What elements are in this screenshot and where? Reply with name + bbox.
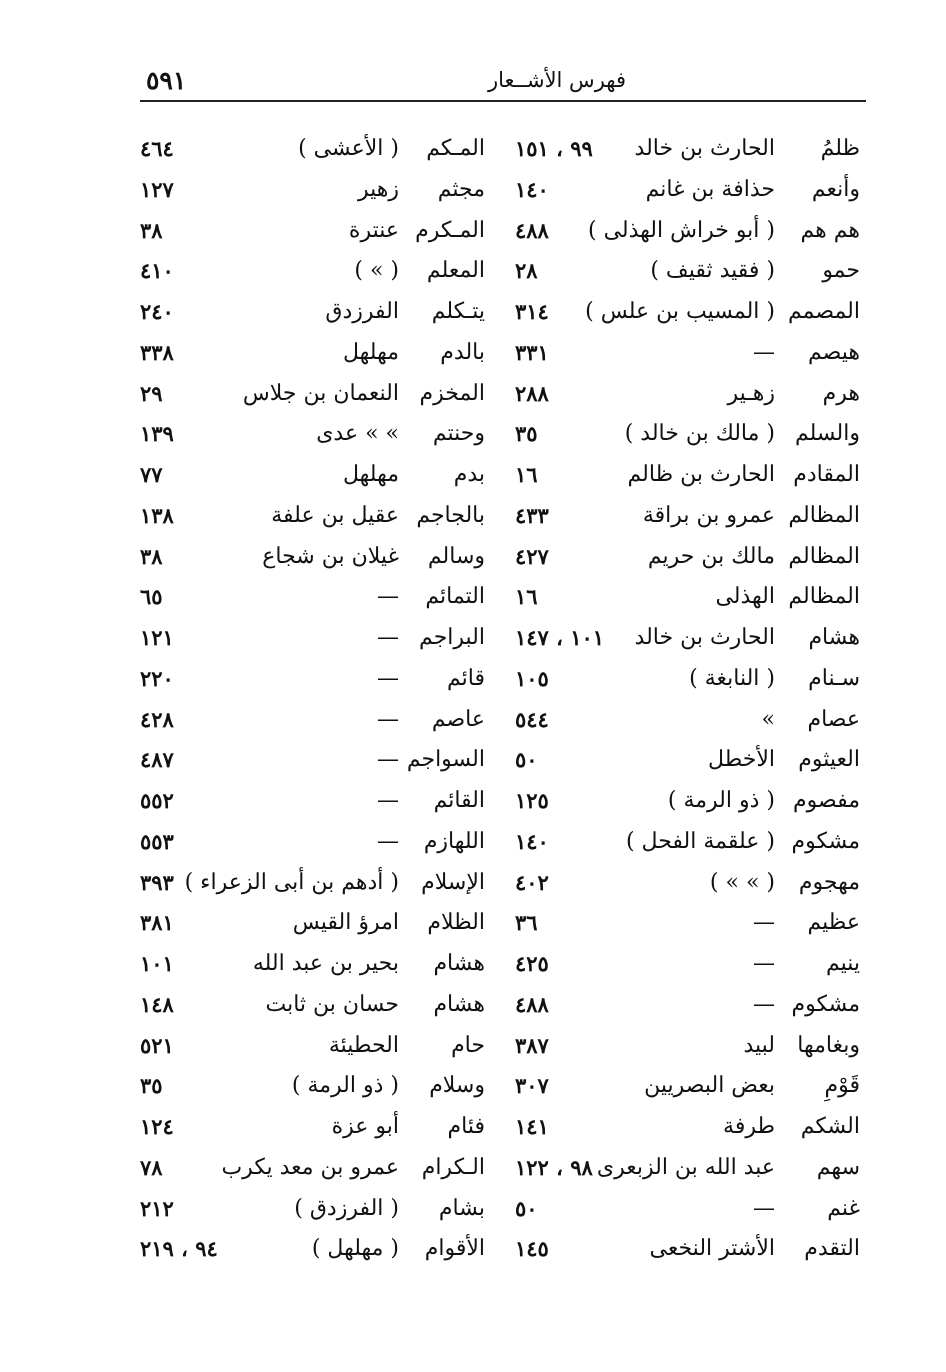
index-entry	[140, 1149, 485, 1190]
rhyme-word: مشكوم	[791, 991, 860, 1017]
index-entry	[140, 782, 485, 823]
poet-name: مهلهل	[342, 462, 399, 487]
index-entry	[140, 497, 485, 538]
index-entry	[140, 130, 485, 171]
index-entry	[515, 741, 860, 782]
index-entry	[515, 782, 860, 823]
poet-name: الحارث بن ظالم	[627, 462, 775, 487]
index-entry	[140, 375, 485, 416]
index-entry	[140, 456, 485, 497]
page-reference: ١٢٥	[515, 788, 549, 813]
rhyme-word: المظالم	[788, 584, 860, 610]
index-entry	[140, 334, 485, 375]
index-entry	[515, 212, 860, 253]
poet-name: »	[761, 706, 775, 732]
rhyme-word: الشكم	[800, 1114, 860, 1139]
rhyme-word: سهم	[816, 1154, 860, 1180]
rhyme-word: بدم	[453, 462, 485, 487]
page-reference: ٢٢٠	[140, 665, 174, 691]
index-entry	[515, 538, 860, 579]
page-reference: ٤٨٨	[515, 991, 549, 1017]
poet-name: الأخطل	[708, 747, 775, 773]
index-entry	[515, 1108, 860, 1149]
page-title: فهرس الأشــعار	[488, 68, 626, 92]
poet-name: عبد الله بن الزبعرى	[596, 1154, 775, 1180]
poet-name: عقيل بن علفة	[271, 502, 399, 528]
index-entry	[515, 334, 860, 375]
page-reference: ٣٠٧	[515, 1073, 549, 1099]
rhyme-word: التمائم	[425, 584, 485, 610]
page-reference: ٤٢٥	[515, 951, 549, 976]
poet-name: —	[753, 910, 775, 936]
rhyme-word: المـكم	[426, 136, 485, 161]
rhyme-word: غنم	[827, 1195, 860, 1221]
poet-name: بحير بن عبد الله	[252, 951, 399, 976]
rhyme-word: السواجم	[406, 747, 485, 773]
page-reference: ٧٧	[140, 462, 163, 487]
page-reference: ٣٣٨	[140, 339, 174, 365]
page-reference: ٢٨٨	[515, 380, 549, 406]
page-reference: ١٦	[515, 462, 538, 487]
page-reference: ١٠٥	[515, 665, 549, 691]
rhyme-word: الأقوام	[424, 1236, 485, 1262]
rhyme-word: ظلمُ	[820, 136, 860, 161]
rhyme-word: قَوْمِ	[824, 1073, 860, 1099]
poet-name: بعض البصريين	[644, 1073, 775, 1099]
index-entry	[140, 415, 485, 456]
index-entry	[515, 1149, 860, 1190]
page-reference: ٢١٢	[140, 1195, 174, 1221]
index-entry	[515, 701, 860, 742]
poet-name: أبو عزة	[331, 1114, 399, 1139]
page-reference: ٣٦	[515, 910, 538, 936]
page-reference: ٣٨٧	[515, 1032, 549, 1058]
poet-name: طرفة	[723, 1114, 775, 1139]
index-entry	[515, 1027, 860, 1068]
index-entry	[515, 619, 860, 660]
rhyme-word: والسلم	[795, 421, 860, 447]
index-entry	[140, 660, 485, 701]
index-entry	[140, 538, 485, 579]
index-entry	[140, 1190, 485, 1231]
poet-name: ( المسيب بن علس )	[585, 299, 775, 324]
page-reference: ١٦	[515, 584, 538, 610]
rhyme-word: بشام	[438, 1195, 485, 1221]
index-entry	[515, 497, 860, 538]
poet-name: عنترة	[348, 217, 399, 243]
index-entry	[515, 945, 860, 986]
poet-name: —	[753, 991, 775, 1017]
rhyme-word: الـكرام	[421, 1154, 485, 1180]
page-reference: ٩٨ ، ١٢٢	[515, 1154, 593, 1180]
poet-name: لبيد	[743, 1032, 775, 1058]
rhyme-word: وأنعم	[811, 176, 860, 202]
rhyme-word: المظالم	[788, 543, 860, 569]
index-entry	[140, 864, 485, 905]
index-entry	[515, 252, 860, 293]
page-number: ٥٩١	[146, 66, 187, 95]
rhyme-word: العيثوم	[798, 747, 860, 773]
poet-name: ( فقيد ثقيف )	[650, 258, 775, 284]
rhyme-word: حام	[451, 1032, 485, 1058]
page-reference: ٥٢١	[140, 1032, 174, 1058]
poet-name: —	[377, 584, 399, 610]
poet-name: النعمان بن جلاس	[242, 380, 399, 406]
rhyme-word: وبغامها	[797, 1032, 860, 1058]
rhyme-word: ينيم	[825, 951, 860, 976]
index-entry	[515, 1230, 860, 1271]
index-entry	[140, 293, 485, 334]
page-reference: ٣٨١	[140, 910, 174, 936]
index-entry	[140, 1067, 485, 1108]
poet-name: مالك بن حريم	[647, 543, 775, 569]
rhyme-word: فئام	[447, 1114, 485, 1139]
index-entry	[140, 701, 485, 742]
rhyme-word: مجثم	[437, 176, 485, 202]
poet-name: الأشتر النخعى	[649, 1236, 775, 1262]
poet-name: حسان بن ثابت	[265, 991, 399, 1017]
rhyme-word: المخزم	[419, 380, 485, 406]
page-reference: ٤٠٢	[515, 869, 549, 895]
page-reference: ١٤٥	[515, 1236, 549, 1262]
page-reference: ٥٠	[515, 747, 538, 773]
poet-name: ( مهلهل )	[311, 1236, 399, 1262]
poet-name: امرؤ القيس	[292, 910, 399, 936]
rhyme-word: مهجوم	[798, 869, 860, 895]
poet-name: ( النابغة )	[689, 665, 775, 691]
page-reference: ٦٥	[140, 584, 163, 610]
rhyme-word: اللهازم	[423, 828, 485, 854]
rhyme-word: هشام	[433, 951, 485, 976]
page-reference: ٢٩	[140, 380, 163, 406]
page-reference: ٧٨	[140, 1154, 163, 1180]
index-entry	[515, 415, 860, 456]
page-reference: ١٤٨	[140, 991, 174, 1017]
page-reference: ١٣٩	[140, 421, 174, 447]
page-reference: ٣٣١	[515, 339, 549, 365]
index-entry	[515, 986, 860, 1027]
rhyme-word: المعلم	[426, 258, 485, 284]
page-reference: ٣١٤	[515, 299, 549, 324]
index-entry	[515, 660, 860, 701]
poet-name: —	[377, 747, 399, 773]
page-reference: ٤٣٣	[515, 502, 549, 528]
rhyme-word: مفصوم	[793, 788, 860, 813]
page-reference: ٥٥٢	[140, 788, 174, 813]
page-reference: ٣٥	[515, 421, 538, 447]
page-reference: ١٤٠	[515, 828, 549, 854]
page-reference: ٢٨	[515, 258, 538, 284]
poet-name: —	[377, 828, 399, 854]
poet-name: ( الفرزدق )	[294, 1195, 399, 1221]
rhyme-word: عصام	[807, 706, 860, 732]
rhyme-word: بالدم	[440, 339, 485, 365]
poet-name: حذافة بن غانم	[645, 176, 775, 202]
poet-name: —	[377, 706, 399, 732]
poet-name: زهير	[357, 176, 399, 202]
poet-name: ( مالك بن خالد )	[624, 421, 775, 447]
page-reference: ٩٩ ، ١٥١	[515, 136, 593, 161]
poet-name: الفرزدق	[325, 299, 399, 324]
page-reference: ١٤١	[515, 1114, 549, 1139]
rhyme-word: هم هم	[800, 217, 860, 243]
rhyme-word: عظيم	[807, 910, 860, 936]
index-entry	[515, 578, 860, 619]
page-reference: ١٠١ ، ١٤٧	[515, 625, 605, 650]
index-entry	[515, 1067, 860, 1108]
index-entry	[140, 252, 485, 293]
page-reference: ٢٤٠	[140, 299, 174, 324]
rhyme-word: هشام	[808, 625, 860, 650]
rhyme-word: البراجم	[419, 625, 485, 650]
page-header	[140, 64, 866, 100]
page-reference: ١٢١	[140, 625, 174, 650]
index-entry	[515, 1190, 860, 1231]
page-reference: ٥٤٤	[515, 706, 549, 732]
poet-name: الحارث بن خالد	[634, 625, 775, 650]
index-entry	[515, 456, 860, 497]
index-entry	[140, 1027, 485, 1068]
poet-name: ( أبو خراش الهذلى )	[588, 217, 775, 243]
rhyme-word: وحنتم	[432, 421, 485, 447]
page-reference: ١٤٠	[515, 176, 549, 202]
poet-name: —	[377, 625, 399, 650]
index-entry	[140, 986, 485, 1027]
poet-name: ( الأعشى )	[298, 136, 399, 161]
poet-name: الحطيئة	[328, 1032, 399, 1058]
poet-name: ( ذو الرمة )	[667, 788, 775, 813]
rhyme-word: مشكوم	[791, 828, 860, 854]
header-rule	[140, 100, 866, 102]
poet-name: ( علقمة الفحل )	[625, 828, 775, 854]
page-reference: ٤٨٧	[140, 747, 174, 773]
index-entry	[140, 741, 485, 782]
rhyme-word: وسلام	[429, 1073, 485, 1099]
rhyme-word: المـكرم	[415, 217, 485, 243]
rhyme-word: قائم	[447, 665, 485, 691]
page-reference: ٣٨	[140, 217, 163, 243]
poet-name: مهلهل	[342, 339, 399, 365]
rhyme-word: هيصم	[808, 339, 860, 365]
index-entry	[515, 375, 860, 416]
rhyme-word: القائم	[433, 788, 485, 813]
rhyme-word: بالجاجم	[416, 502, 485, 528]
poet-name: زهـير	[727, 380, 775, 406]
poet-name: —	[753, 339, 775, 365]
index-entry	[140, 904, 485, 945]
rhyme-word: وسالم	[427, 543, 485, 569]
rhyme-word: التقدم	[804, 1236, 860, 1262]
page-reference: ٣٨	[140, 543, 163, 569]
page-reference: ٣٥	[140, 1073, 163, 1099]
poet-name: ( » )	[354, 258, 399, 284]
index-entry	[515, 293, 860, 334]
page-reference: ٤١٠	[140, 258, 174, 284]
index-entry	[140, 945, 485, 986]
page-reference: ١٠١	[140, 951, 174, 976]
poet-name: —	[377, 665, 399, 691]
page-reference: ١٢٧	[140, 176, 174, 202]
page-reference: ١٣٨	[140, 502, 174, 528]
poet-name: الحارث بن خالد	[634, 136, 775, 161]
page-reference: ٤٢٧	[515, 543, 549, 569]
poet-name: —	[377, 788, 399, 813]
page-reference: ١٢٤	[140, 1114, 174, 1139]
rhyme-word: يتـكلم	[431, 299, 485, 324]
page-reference: ٥٠	[515, 1195, 538, 1221]
index-entry	[515, 864, 860, 905]
rhyme-word: المقادم	[793, 462, 860, 487]
index-entry	[140, 1108, 485, 1149]
page-reference: ٣٩٣	[140, 869, 174, 895]
page-reference: ٩٤ ، ٢١٩	[140, 1236, 218, 1262]
index-column-right	[515, 130, 860, 1271]
page-reference: ٤٢٨	[140, 706, 174, 732]
poet-name: غيلان بن شجاع	[262, 543, 399, 569]
poet-name: ( » » )	[709, 869, 775, 895]
rhyme-word: حمو	[822, 258, 860, 284]
poet-name: الهذلى	[715, 584, 775, 610]
index-entry	[140, 1230, 485, 1271]
poet-name: ( ذو الرمة )	[291, 1073, 399, 1099]
index-entry	[140, 823, 485, 864]
poet-name: —	[753, 951, 775, 976]
poet-name: عمرو بن براقة	[642, 502, 775, 528]
index-entry	[515, 130, 860, 171]
index-column-left	[140, 130, 485, 1271]
rhyme-word: عاصم	[431, 706, 485, 732]
rhyme-word: هرم	[822, 380, 860, 406]
rhyme-word: المصمم	[788, 299, 860, 324]
poet-name: » » عدى	[316, 421, 399, 447]
index-entry	[515, 171, 860, 212]
rhyme-word: الظلام	[427, 910, 485, 936]
index-entry	[140, 212, 485, 253]
index-entry	[140, 619, 485, 660]
poet-name: ( أدهم بن أبى الزعراء )	[184, 869, 399, 895]
index-entry	[515, 823, 860, 864]
index-entry	[140, 171, 485, 212]
page-reference: ٤٨٨	[515, 217, 549, 243]
rhyme-word: المظالم	[788, 502, 860, 528]
index-entry	[515, 904, 860, 945]
poet-name: عمرو بن معد يكرب	[221, 1154, 399, 1180]
rhyme-word: الإسلام	[421, 869, 485, 895]
page-reference: ٥٥٣	[140, 828, 174, 854]
poet-name: —	[753, 1195, 775, 1221]
rhyme-word: هشام	[433, 991, 485, 1017]
rhyme-word: سـنام	[808, 665, 860, 691]
page-reference: ٤٦٤	[140, 136, 174, 161]
index-entry	[140, 578, 485, 619]
